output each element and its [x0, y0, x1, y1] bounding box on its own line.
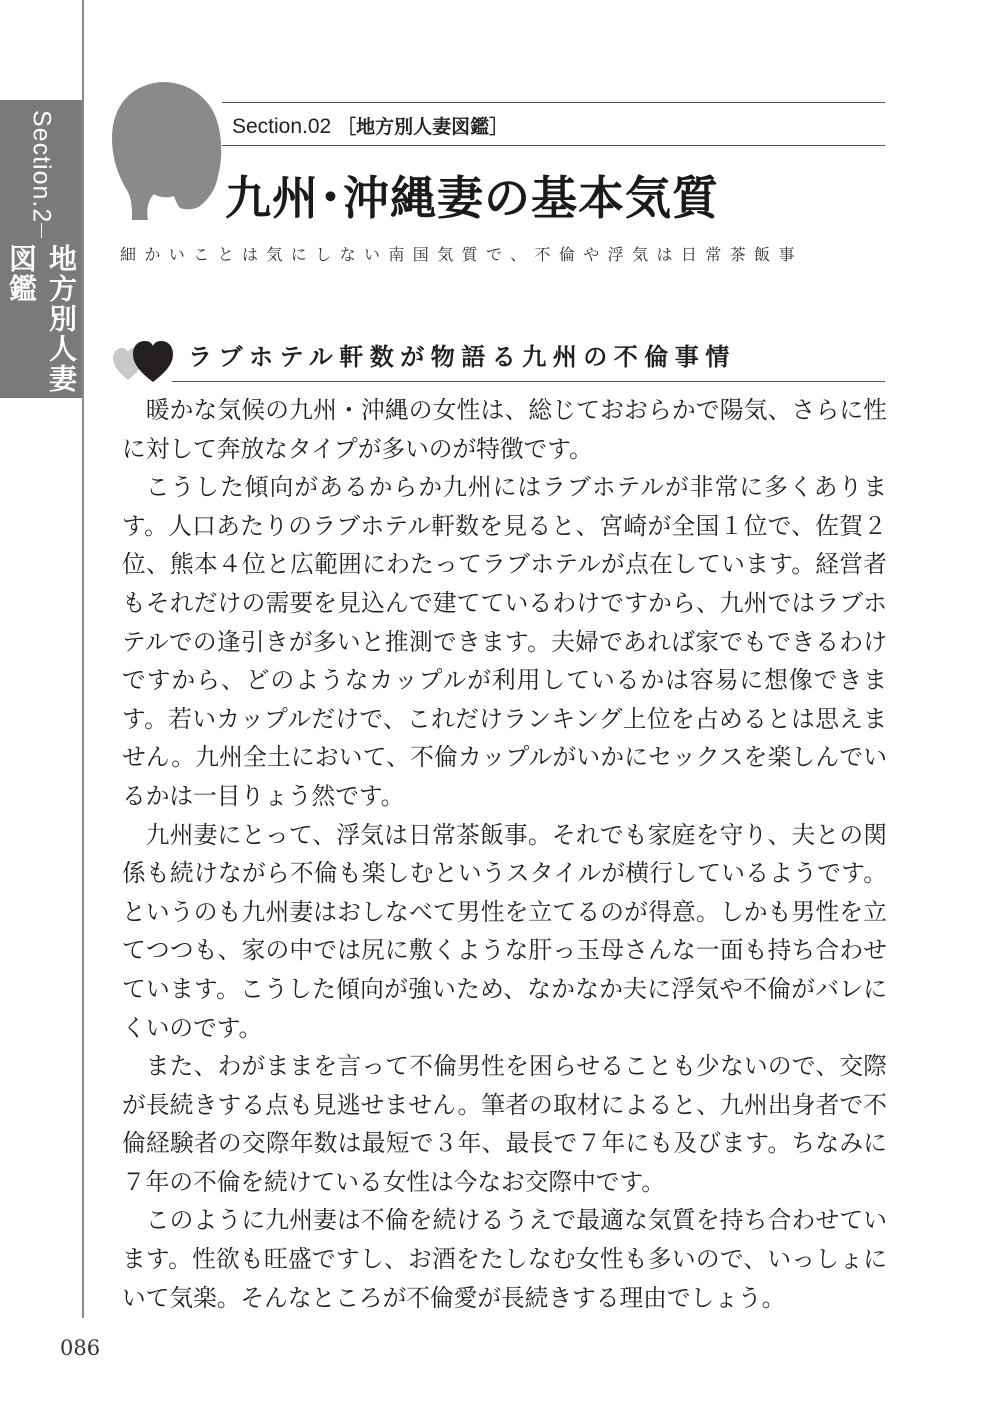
side-tab-category: 地方別人妻図鑑	[5, 243, 78, 394]
side-tab-text	[0, 100, 82, 398]
woman-silhouette-icon	[102, 80, 232, 230]
section-number: Section.02	[232, 115, 332, 138]
paragraph: このように九州妻は不倫を続けるうえで最適な気質を持ち合わせています。性欲も旺盛ですし、お酒をたしなむ女性も多いので、いっしょにいて気楽。そんなところが不倫愛が長続きする理由でしょう。	[122, 1206, 887, 1312]
body-text	[122, 391, 887, 1317]
section-subheading: ラブホテル軒数が物語る九州の不倫事情	[188, 343, 736, 371]
side-tab-section: Section.2	[27, 110, 56, 224]
paragraph: こうした傾向があるからか九州にはラブホテルが非常に多くあります。人口あたりのラブホテル軒数を見ると、宮崎が全国１位で、佐賀２位、熊本４位と広範囲にわたってラブホテルが点在しています。経営者もそれだけの需要を見込んで建てているわけですから、九州ではラブホテルでの逢引きが多いと推測できます。夫婦であれば家でもできるわけですから、どのようなカップルが利用しているかは容易に想像できます。若いカップルだけで、これだけランキング上位を占めるとは思えません。九州全土において、不倫カップルがいかにセックスを楽しんでいるかは一目りょう然です。	[122, 473, 887, 810]
paragraph: 暖かな気候の九州・沖縄の女性は、総じておおらかで陽気、さらに性に対して奔放なタイプが多いのが特徴です。	[122, 396, 887, 463]
paragraph: また、わがままを言って不倫男性を困らせることも少ないので、交際が長続きする点も見逃せません。筆者の取材によると、九州出身者で不倫経験者の交際年数は最短で３年、最長で７年にも及びます。ちなみに７年の不倫を続けている女性は今なお交際中です。	[122, 1052, 887, 1196]
subheading-rule	[172, 381, 885, 382]
section-label	[232, 112, 508, 139]
page-subtitle: 細かいことは気にしない南国気質で、不倫や浮気は日常茶飯事	[120, 245, 803, 264]
hearts-icon	[113, 340, 175, 384]
page-number: 086	[60, 1336, 101, 1360]
margin-rule	[82, 0, 84, 1318]
paragraph: 九州妻にとって、浮気は日常茶飯事。それでも家庭を守り、夫との関係も続けながら不倫も楽しむというスタイルが横行しているようです。というのも九州妻はおしなべて男性を立てるのが得意。しかも男性を立てつつも、家の中では尻に敷くような肝っ玉母さんな一面も持ち合わせています。こうした傾向が強いため、なかなか夫に浮気や不倫がバレにくいのです。	[122, 820, 887, 1042]
header-rule-middle	[222, 145, 885, 146]
section-category: ［地方別人妻図鑑］	[337, 116, 509, 138]
page-title: 九州･沖縄妻の基本気質	[225, 171, 719, 225]
header-rule-top	[222, 102, 885, 103]
side-tab-divider	[41, 223, 42, 238]
